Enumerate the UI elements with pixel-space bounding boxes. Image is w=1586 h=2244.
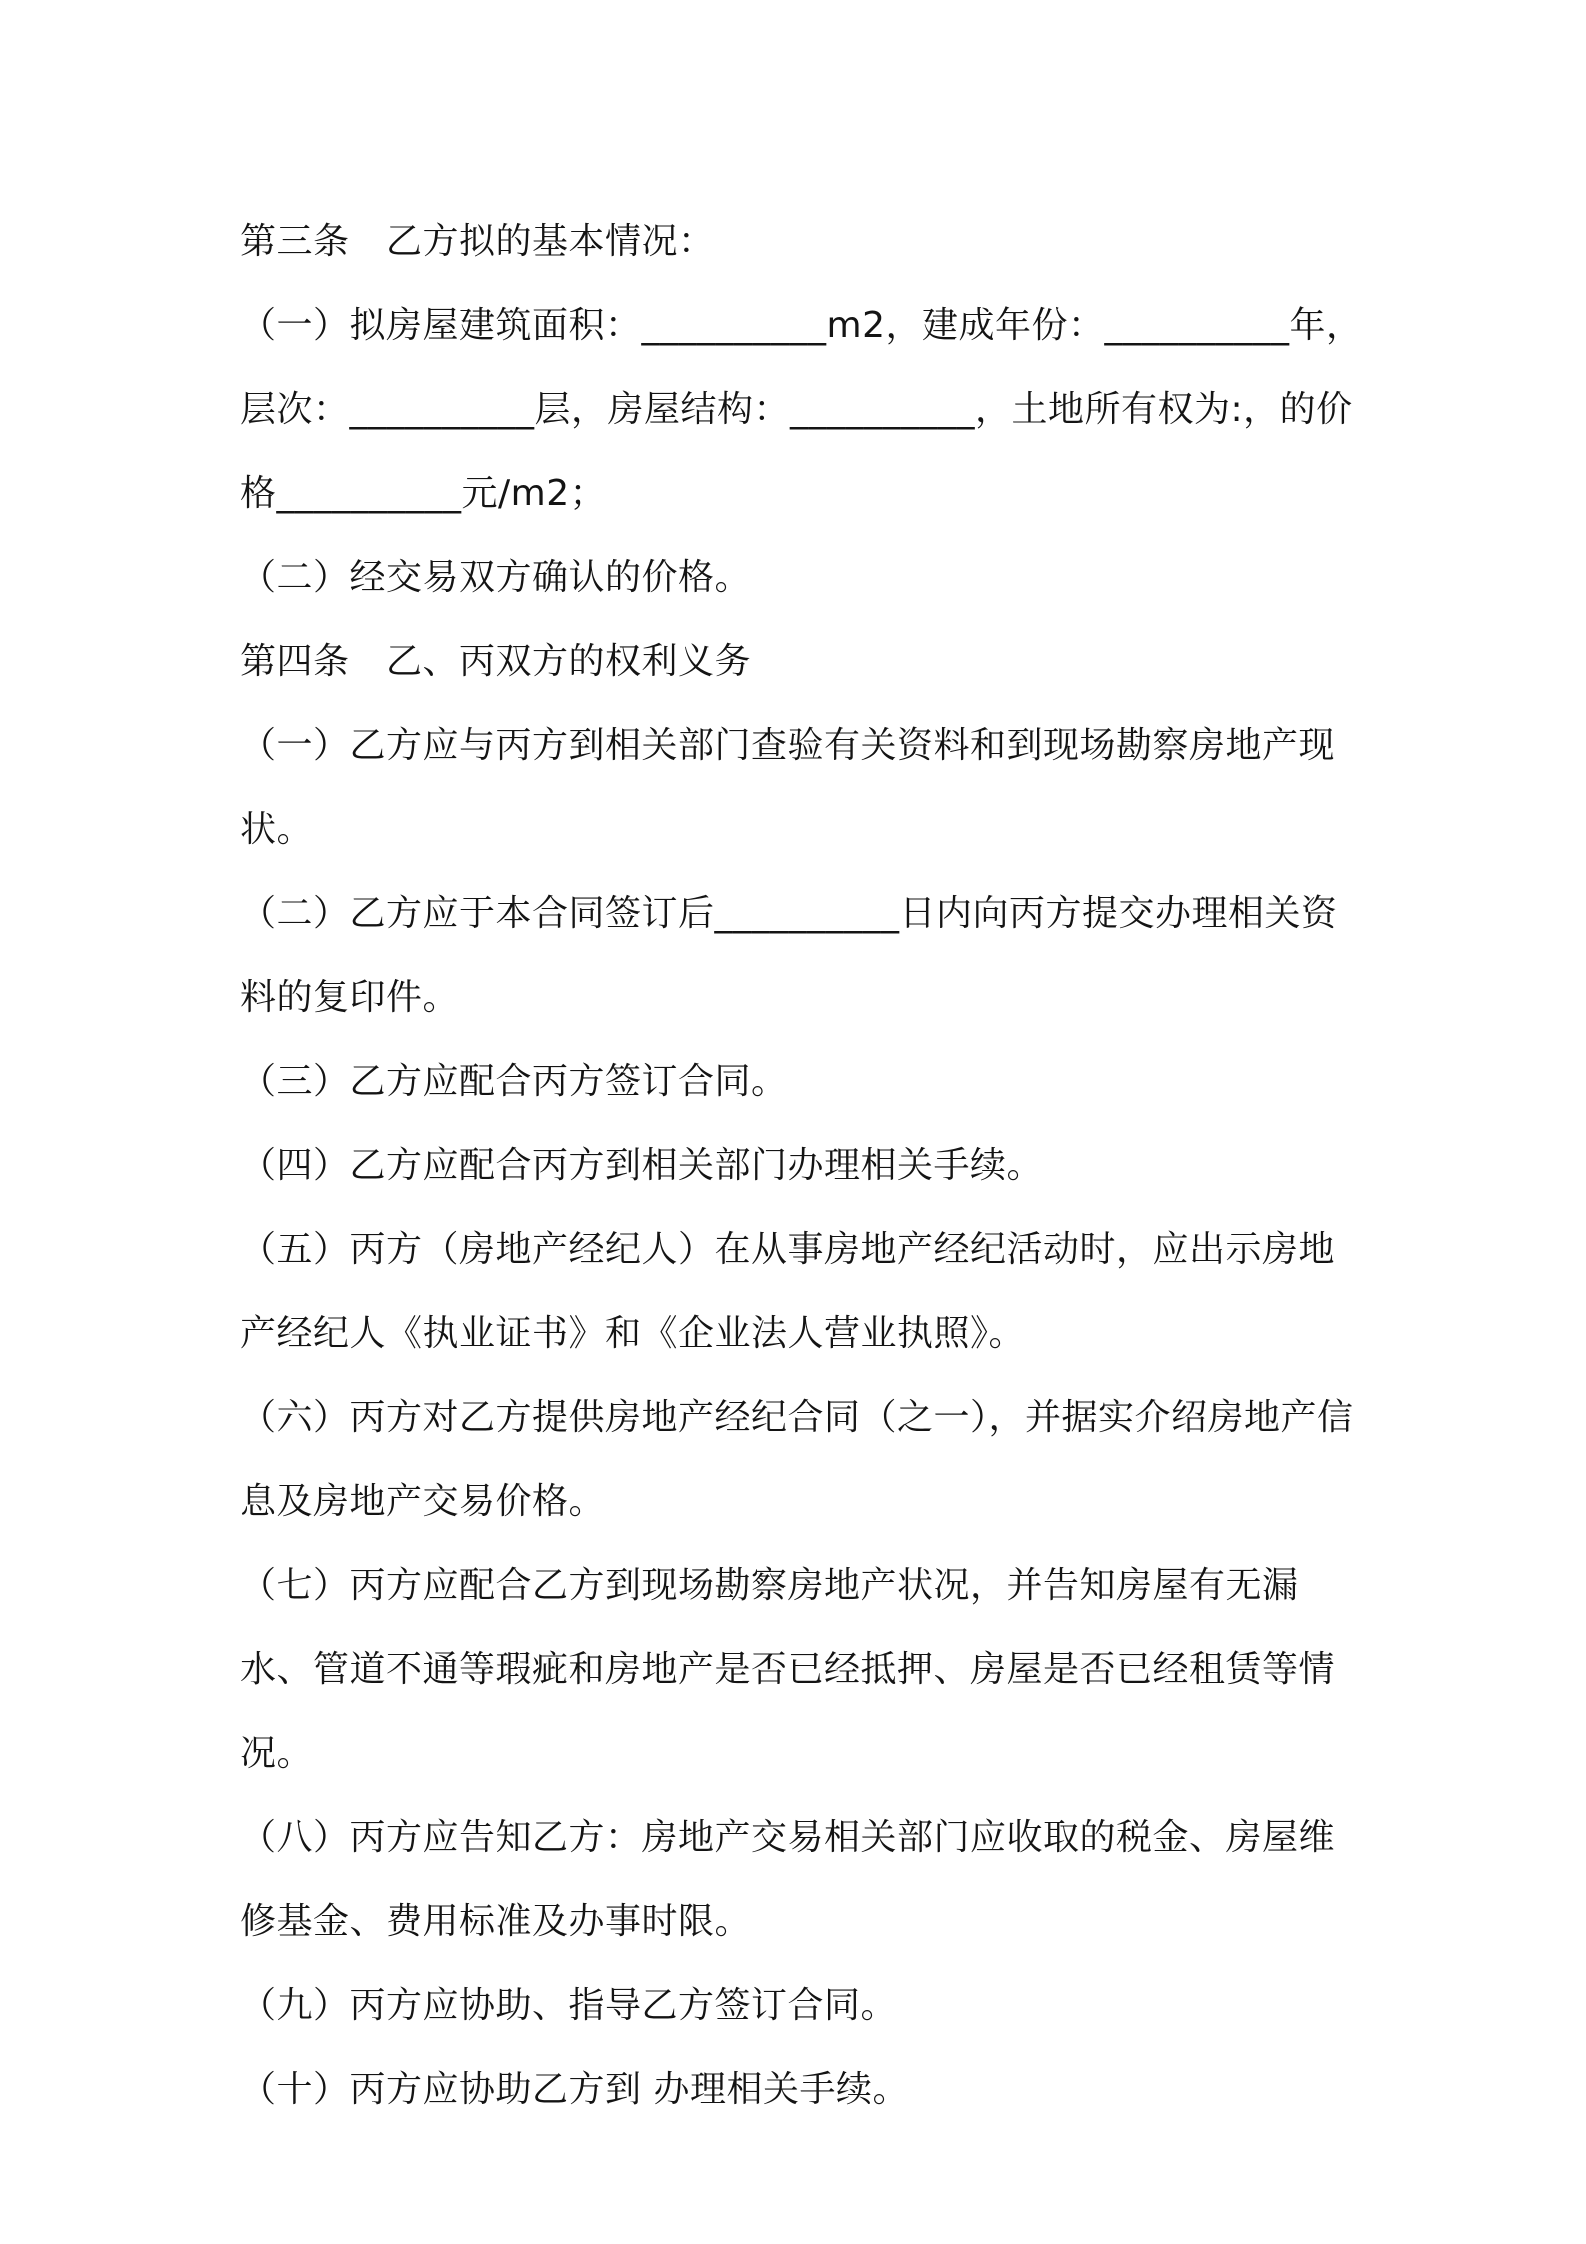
article-4-item-9: （九）丙方应协助、指导乙方签订合同。	[240, 1985, 898, 2026]
article-4-item-2: （二）乙方应于本合同签订后__________日内向丙方提交办理相关资料的复印件。	[240, 893, 1338, 1018]
article-4-item-3: （三）乙方应配合丙方签订合同。	[240, 1061, 788, 1102]
article-4-item-10: （十）丙方应协助乙方到 办理相关手续。	[240, 2069, 909, 2110]
document-body	[240, 200, 1370, 2132]
article-4-item-5: （五）丙方（房地产经纪人）在从事房地产经纪活动时，应出示房地产经纪人《执业证书》和《企业法人营业执照》。	[240, 1229, 1336, 1354]
article-4-heading: 第四条 乙、丙双方的权利义务	[240, 641, 752, 682]
article-3-item-1: （一）拟房屋建筑面积：__________m2，建成年份：__________年，层次：__________层，房屋结构：__________，土地所有权为:，的价格__________元/m2；	[240, 305, 1363, 514]
article-4-item-1: （一）乙方应与丙方到相关部门查验有关资料和到现场勘察房地产现状。	[240, 725, 1336, 850]
article-4-item-7: （七）丙方应配合乙方到现场勘察房地产状况，并告知房屋有无漏水、管道不通等瑕疵和房地产是否已经抵押、房屋是否已经租赁等情况。	[240, 1565, 1336, 1774]
article-4-item-8: （八）丙方应告知乙方：房地产交易相关部门应收取的税金、房屋维修基金、费用标准及办事时限。	[240, 1817, 1336, 1942]
article-4-item-6: （六）丙方对乙方提供房地产经纪合同（之一），并据实介绍房地产信息及房地产交易价格。	[240, 1397, 1354, 1522]
article-3-item-2: （二）经交易双方确认的价格。	[240, 557, 752, 598]
article-3-heading: 第三条 乙方拟的基本情况：	[240, 221, 715, 262]
article-4-item-4: （四）乙方应配合丙方到相关部门办理相关手续。	[240, 1145, 1044, 1186]
